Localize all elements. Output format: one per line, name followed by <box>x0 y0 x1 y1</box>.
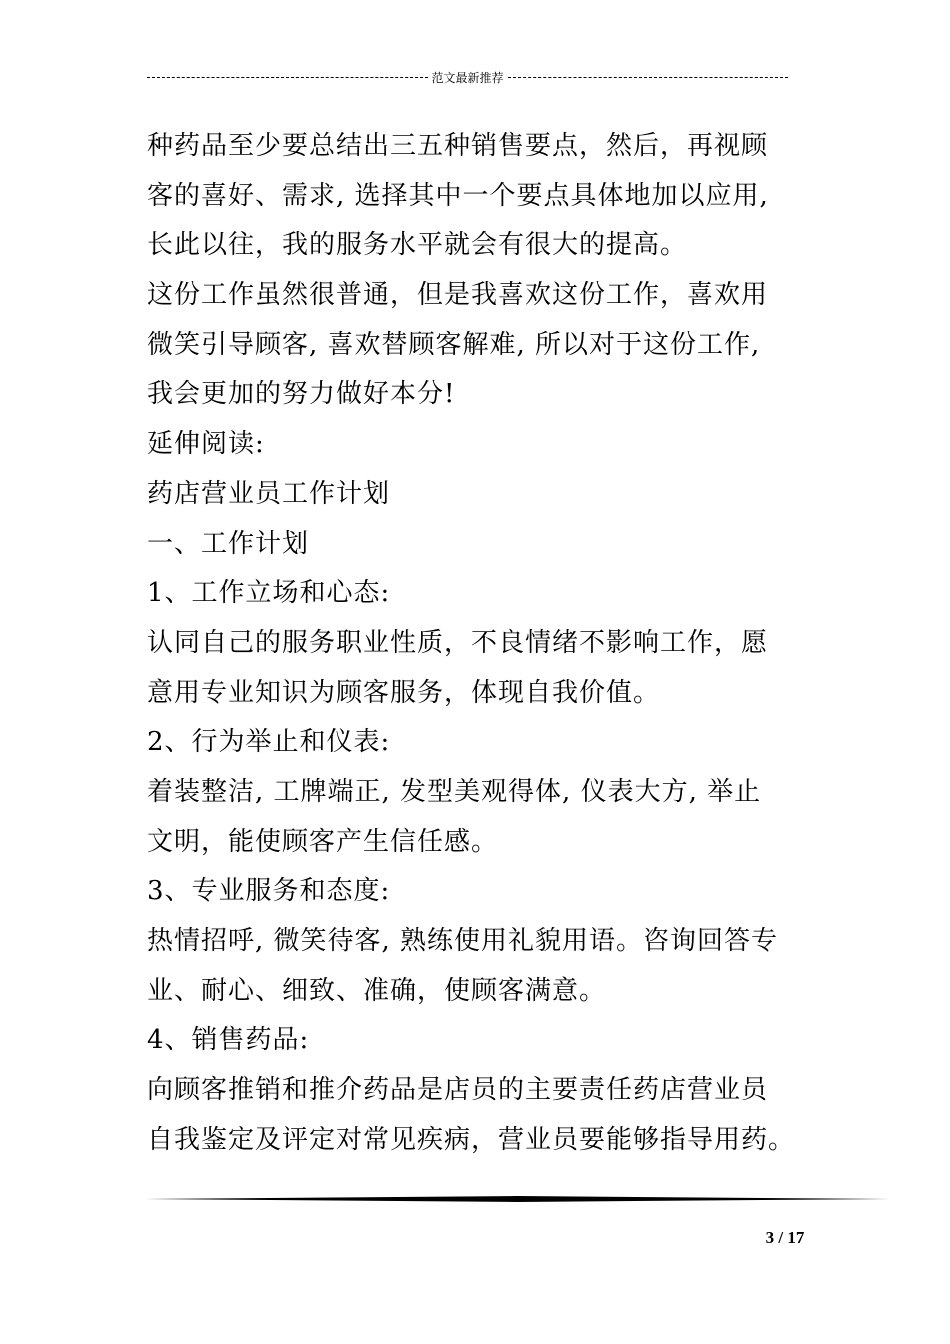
body-line: 意用专业知识为顾客服务，体现自我价值。 <box>147 677 661 708</box>
body-line: 热情招呼, 微笑待客, 熟练使用礼貌用语。咨询回答专 <box>147 926 779 956</box>
body-line: 这份工作虽然很普通，但是我喜欢这份工作，喜欢用 <box>147 280 769 311</box>
document-body <box>147 122 827 1165</box>
header-dashed-line-right <box>508 77 789 78</box>
body-line: 长此以往，我的服务水平就会有很大的提高。 <box>147 230 688 261</box>
body-line: 客的喜好、需求, 选择其中一个要点具体地加以应用, <box>147 180 769 211</box>
section-title: 药店营业员工作计划 <box>147 478 391 509</box>
header-dashed-line-left <box>147 77 428 78</box>
body-line: 文明，能使顾客产生信任感。 <box>147 826 499 857</box>
body-line: 认同自己的服务职业性质，不良情绪不影响工作，愿 <box>147 627 769 658</box>
footer-divider <box>145 1196 890 1202</box>
page-number: 3 / 17 <box>765 1228 805 1247</box>
subsection-heading: 2、行为举止和仪表: <box>147 727 391 758</box>
subsection-heading: 4、销售药品: <box>147 1025 310 1056</box>
body-line: 业、耐心、细致、准确，使顾客满意。 <box>147 975 607 1006</box>
body-line: 自我鉴定及评定对常见疾病，营业员要能够指导用药。 <box>147 1124 796 1155</box>
section-heading: 一、工作计划 <box>147 528 310 559</box>
body-line: 种药品至少要总结出三五种销售要点，然后，再视顾 <box>147 131 769 161</box>
body-line: 微笑引导顾客, 喜欢替顾客解难, 所以对于这份工作, <box>147 329 761 360</box>
body-line: 着装整洁, 工牌端正, 发型美观得体, 仪表大方, 举止 <box>147 776 762 807</box>
page-header <box>145 67 790 87</box>
header-title: 范文最新推荐 <box>431 70 504 85</box>
body-line: 我会更加的努力做好本分! <box>147 379 456 410</box>
subsection-heading: 1、工作立场和心态: <box>147 578 391 609</box>
section-label: 延伸阅读: <box>147 429 265 460</box>
subsection-heading: 3、专业服务和态度: <box>147 876 391 907</box>
body-line: 向顾客推销和推介药品是店员的主要责任药店营业员 <box>147 1075 769 1106</box>
